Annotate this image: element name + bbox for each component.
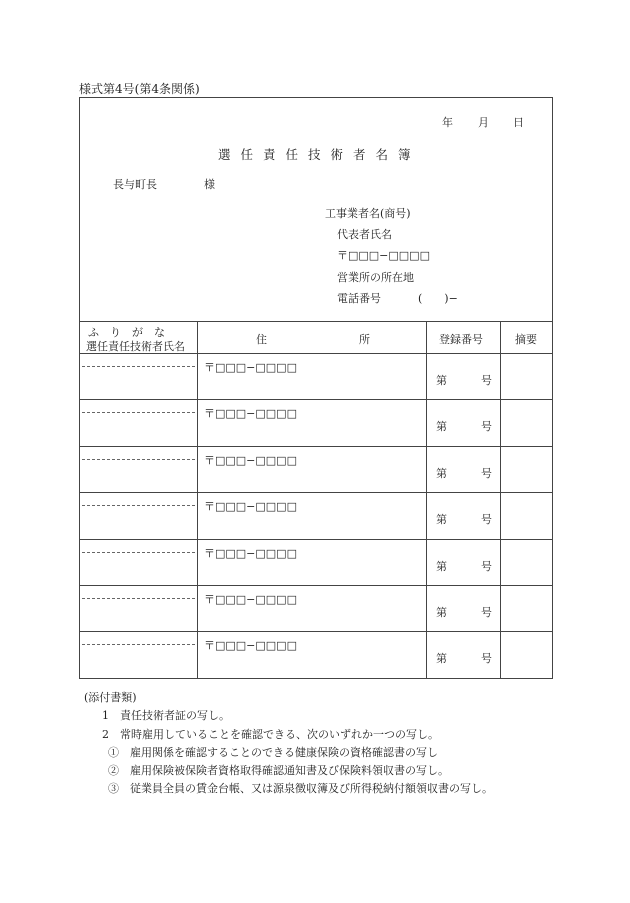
addressee-town: 長与町長: [113, 178, 157, 191]
row-separator: [80, 399, 552, 400]
row-reg-suffix: 号: [481, 466, 492, 480]
row-reg-prefix: 第: [436, 652, 447, 666]
addressee-honorific: 様: [204, 178, 215, 191]
row-reg-suffix: 号: [481, 513, 492, 527]
furigana-divider: [82, 644, 195, 645]
attachments-heading: (添付書類): [84, 691, 137, 704]
furigana-divider: [82, 412, 195, 413]
attachment-subitem: ③ 従業員全員の賃金台帳、又は源泉徴収簿及び所得税納付額領収書の写し。: [108, 782, 493, 796]
row-postal: 〒□□□−□□□□: [204, 361, 297, 374]
row-separator: [80, 585, 552, 586]
furigana-divider: [82, 598, 195, 599]
row-postal: 〒□□□−□□□□: [204, 546, 297, 560]
row-reg-prefix: 第: [436, 374, 447, 387]
header-registration: 登録番号: [439, 333, 483, 346]
attachment-subitem: ② 雇用保険被保険者資格取得確認通知書及び保険料領収書の写し。: [108, 764, 449, 778]
furigana-divider: [82, 459, 195, 460]
row-reg-prefix: 第: [436, 466, 447, 480]
row-postal: 〒□□□−□□□□: [204, 453, 297, 467]
col-line-2: [426, 321, 427, 678]
header-address-right: 所: [359, 333, 370, 346]
roster-form: [79, 97, 553, 679]
attachment-subitem: ① 雇用関係を確認することのできる健康保険の資格確認書の写し: [108, 745, 438, 759]
row-reg-prefix: 第: [436, 606, 447, 619]
business-name-label: 工事業者名(商号): [325, 207, 411, 220]
row-separator: [80, 446, 552, 447]
header-address-left: 住: [256, 333, 267, 346]
row-reg-suffix: 号: [481, 606, 492, 619]
row-postal: 〒□□□−□□□□: [204, 593, 297, 606]
date-year: 年: [442, 116, 453, 129]
applicant-postal: 〒□□□−□□□□: [337, 249, 430, 262]
row-separator: [80, 539, 552, 540]
phone-label: 電話番号: [337, 292, 381, 305]
row-reg-suffix: 号: [481, 652, 492, 666]
row-separator: [80, 631, 552, 632]
furigana-divider: [82, 552, 195, 553]
phone-format: ( )−: [418, 292, 458, 305]
row-reg-suffix: 号: [481, 559, 492, 573]
attachment-item: 2 常時雇用していることを確認できる、次のいずれか一つの写し。: [102, 727, 439, 741]
row-separator: [80, 492, 552, 493]
header-remarks: 摘要: [515, 333, 537, 346]
row-reg-suffix: 号: [481, 420, 492, 434]
representative-label: 代表者氏名: [337, 228, 392, 241]
table-top-line: [80, 321, 552, 322]
attachments-section: [84, 689, 493, 799]
col-line-3: [500, 321, 501, 678]
form-label: 様式第4号(第4条関係): [79, 82, 200, 96]
col-line-1: [197, 321, 198, 678]
row-reg-prefix: 第: [436, 420, 447, 434]
header-furigana: ふ り が な: [88, 326, 165, 339]
row-postal: 〒□□□−□□□□: [204, 500, 297, 514]
row-reg-prefix: 第: [436, 559, 447, 573]
date-day: 日: [513, 116, 524, 129]
attachment-item: 1 責任技術者証の写し。: [102, 709, 230, 723]
office-address-label: 営業所の所在地: [337, 271, 414, 284]
date-month: 月: [478, 116, 489, 129]
header-name: 選任責任技術者氏名: [86, 340, 185, 353]
row-reg-suffix: 号: [481, 374, 492, 387]
row-postal: 〒□□□−□□□□: [204, 639, 297, 653]
row-postal: 〒□□□−□□□□: [204, 407, 297, 421]
document-title: 選任責任技術者名簿: [218, 147, 421, 162]
furigana-divider: [82, 366, 195, 367]
row-reg-prefix: 第: [436, 513, 447, 527]
furigana-divider: [82, 505, 195, 506]
